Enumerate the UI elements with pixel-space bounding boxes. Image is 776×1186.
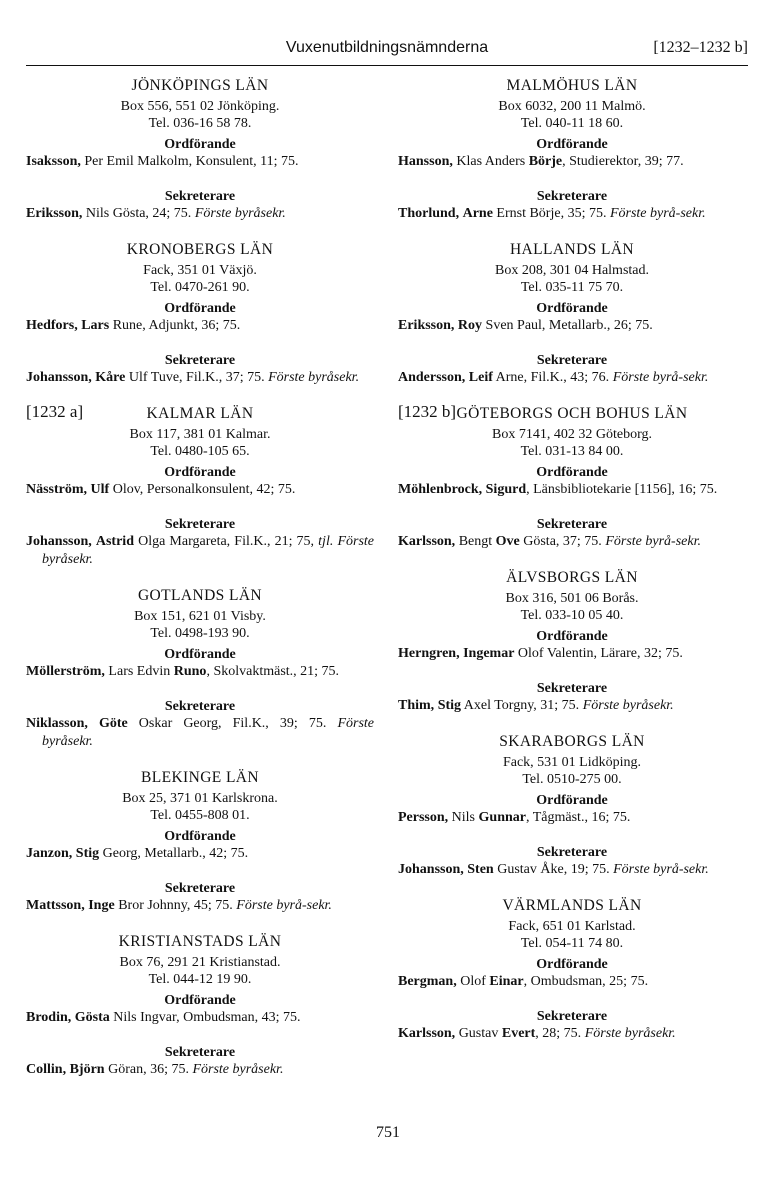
surname: Thim, [398,698,435,713]
secretary-entry [398,697,746,715]
called-name: Evert [501,1026,536,1041]
county-section [26,76,374,223]
county-section [26,932,374,1079]
chair-label: Ordförande [536,465,608,480]
county-section [398,76,746,223]
called-name: Gösta [74,1010,110,1025]
county-name: SKARABORGS LÄN [499,733,645,750]
address-line: Tel. 035-11 75 70. [520,280,624,295]
name-part: , Skolvaktmäst., 21; 75. [206,664,340,679]
section-range: [1232–1232 b] [653,39,748,56]
county-section [26,404,374,569]
address-line: Tel. 044-12 19 90. [148,972,252,987]
chair-entry [398,645,746,663]
name-part: Nils [448,810,479,825]
secretary-entry [26,897,374,915]
surname: Herngren, [398,646,460,661]
county-section [398,404,746,551]
address-line: Box 25, 371 01 Karlskrona. [122,791,278,806]
address-line: Fack, 531 01 Lidköping. [502,755,642,770]
name-part: Rune, Adjunkt, 36; 75. [109,318,241,333]
called-name: Ulf [90,482,110,497]
chair-entry [26,845,374,863]
chair-label: Ordförande [536,957,608,972]
job-title: Förste byrå-sekr. [609,206,706,221]
surname: Möllerström, [26,664,105,679]
right-column [398,76,746,1060]
called-name: Stig [437,698,462,713]
surname: Andersson, [398,370,466,385]
called-name: Astrid [95,534,134,549]
secretary-entry [398,1025,746,1043]
secretary-label: Sekreterare [536,845,608,860]
address-line: Tel. 054-11 74 80. [520,936,624,951]
job-title: Förste byrå-sekr. [613,862,709,877]
county-heading [398,76,746,96]
spacer [398,991,746,1004]
spacer [398,827,746,840]
section-marker: [1232 b] [398,402,457,421]
county-heading [398,568,746,588]
page-header [26,36,748,66]
called-name: Sten [467,862,494,877]
surname: Johansson, [26,534,92,549]
called-name: Kåre [95,370,126,385]
county-section [398,896,746,1043]
surname: Karlsson, [398,534,456,549]
job-title: tjl. Förste byråsekr. [42,534,374,567]
chair-label: Ordförande [164,829,236,844]
county-name: HALLANDS LÄN [509,241,635,258]
called-name: Einar [489,974,524,989]
secretary-entry [26,1061,374,1079]
secretary-label: Sekreterare [164,517,236,532]
county-section [26,586,374,751]
name-part: Bror Johnny, 45; 75. [114,898,237,913]
address-line: Box 316, 501 06 Borås. [505,591,639,606]
name-part: Per Emil Malkolm, Konsulent, 11; 75. [80,154,299,169]
name-part: , 28; 75. [535,1026,585,1041]
chair-entry [26,1009,374,1027]
name-part: Klas Anders [452,154,529,169]
county-heading [26,76,374,96]
called-name: Runo [173,664,207,679]
chair-label: Ordförande [536,629,608,644]
name-part: Axel Torgny, 31; 75. [461,698,583,713]
spacer [26,1027,374,1040]
secretary-label: Sekreterare [164,1045,236,1060]
secretary-entry [26,715,374,751]
county-heading [398,240,746,260]
job-title: Förste byrå-sekr. [605,534,701,549]
county-name: VÄRMLANDS LÄN [502,897,642,914]
county-section [26,240,374,387]
name-part [88,716,99,731]
county-heading [26,586,374,606]
chair-entry [398,317,746,335]
county-name: KRISTIANSTADS LÄN [118,933,282,950]
called-name: Roy [457,318,483,333]
chair-label: Ordförande [536,793,608,808]
name-part: Gösta, 37; 75. [519,534,606,549]
name-part: Sven Paul, Metallarb., 26; 75. [482,318,653,333]
spacer [26,335,374,348]
called-name: Ingemar [463,646,515,661]
secretary-label: Sekreterare [164,353,236,368]
name-part: , Tågmäst., 16; 75. [525,810,631,825]
name-part: Nils Ingvar, Ombudsman, 43; 75. [109,1010,301,1025]
section-marker: [1232 a] [26,402,84,421]
address-line: Box 117, 381 01 Kalmar. [129,427,271,442]
name-part: , Ombudsman, 25; 75. [523,974,649,989]
surname: Hansson, [398,154,453,169]
address-line: Tel. 033-10 05 40. [520,608,624,623]
surname: Johansson, [26,370,92,385]
county-section [398,732,746,879]
chair-entry [398,973,746,991]
surname: Bergman, [398,974,457,989]
name-part: Nils Gösta, 24; 75. [82,206,195,221]
name-part: Ulf Tuve, Fil.K., 37; 75. [125,370,269,385]
name-part: Oskar Georg, Fil.K., 39; 75. [127,716,338,731]
spacer [26,171,374,184]
address-line: Tel. 0498-193 90. [150,626,250,641]
address-line: Tel. 040-11 18 60. [520,116,624,131]
secretary-entry [398,369,746,387]
surname: Janzon, [26,846,73,861]
job-title: Förste byråsekr. [192,1062,284,1077]
surname: Mattsson, [26,898,85,913]
surname: Persson, [398,810,449,825]
address-line: Tel. 0480-105 65. [150,444,250,459]
address-line: Box 556, 551 02 Jönköping. [120,99,280,114]
chair-label: Ordförande [164,137,236,152]
surname: Collin, [26,1062,67,1077]
chair-label: Ordförande [536,301,608,316]
job-title: Förste byrå-sekr. [236,898,332,913]
page-title: Vuxenutbildningsnämnderna [285,39,489,56]
surname: Hedfors, [26,318,78,333]
name-part: Gustav [455,1026,502,1041]
chair-label: Ordförande [536,137,608,152]
secretary-label: Sekreterare [536,517,608,532]
called-name: Lars [81,318,110,333]
secretary-label: Sekreterare [164,189,236,204]
secretary-label: Sekreterare [536,189,608,204]
name-part: Gustav Åke, 19; 75. [493,862,614,877]
surname: Möhlenbrock, [398,482,483,497]
county-name: JÖNKÖPINGS LÄN [131,77,269,94]
called-name: Arne [462,206,493,221]
chair-entry [26,663,374,681]
surname: Niklasson, [26,716,88,731]
job-title: Förste byråsekr. [42,716,375,749]
chair-entry [398,153,746,171]
secretary-label: Sekreterare [536,1009,608,1024]
job-title: Förste byråsekr. [584,1026,676,1041]
name-part: Olga Margareta, Fil.K., 21; 75, [134,534,319,549]
name-part: Bengt [455,534,496,549]
job-title: Förste byråsekr. [268,370,360,385]
address-line: Box 208, 301 04 Halmstad. [495,263,649,278]
called-name: Göte [98,716,128,731]
name-part: Göran, 36; 75. [104,1062,193,1077]
called-name: Stig [75,846,100,861]
county-name: BLEKINGE LÄN [140,769,259,786]
header-rule [26,65,748,66]
name-part: , Studierektor, 39; 77. [562,154,684,169]
surname: Johansson, [398,862,464,877]
secretary-label: Sekreterare [164,699,236,714]
spacer [26,681,374,694]
address-line: Fack, 351 01 Växjö. [143,263,257,278]
called-name: Ove [495,534,520,549]
county-name: KALMAR LÄN [146,405,254,422]
address-line: Box 76, 291 21 Kristianstad. [119,955,281,970]
address-line: Tel. 031-13 84 00. [520,444,624,459]
address-line: Tel. 0455-808 01. [150,808,250,823]
secretary-entry [398,533,746,551]
spacer [398,663,746,676]
job-title: Förste byrå-sekr. [612,370,709,385]
address-line: Fack, 651 01 Karlstad. [508,919,636,934]
county-heading [26,932,374,952]
chair-entry [26,153,374,171]
chair-entry [26,481,374,499]
address-line: Box 6032, 200 11 Malmö. [498,99,646,114]
chair-entry [398,809,746,827]
county-section [398,240,746,387]
surname: Eriksson, [398,318,455,333]
county-name: ÄLVSBORGS LÄN [506,569,638,586]
address-line: Tel. 0470-261 90. [150,280,250,295]
county-name: GOTLANDS LÄN [137,587,263,604]
left-column [26,76,374,1096]
county-heading [398,896,746,916]
chair-label: Ordförande [164,465,236,480]
chair-label: Ordförande [164,647,236,662]
spacer [26,499,374,512]
called-name: Inge [88,898,115,913]
name-part: Olov, Personalkonsulent, 42; 75. [109,482,296,497]
chair-label: Ordförande [164,993,236,1008]
called-name: Björn [69,1062,105,1077]
county-name: KRONOBERGS LÄN [126,241,274,258]
surname: Karlsson, [398,1026,456,1041]
surname: Brodin, [26,1010,72,1025]
name-part: Arne, Fil.K., 43; 76. [492,370,613,385]
county-heading [26,240,374,260]
chair-entry [26,317,374,335]
surname: Eriksson, [26,206,83,221]
address-line: Tel. 0510-275 00. [522,772,622,787]
county-name: GÖTEBORGS OCH BOHUS LÄN [456,405,688,422]
name-part: Olof [456,974,490,989]
surname: Isaksson, [26,154,81,169]
name-part: , Länsbibliotekarie [1156], 16; 75. [526,482,718,497]
spacer [398,171,746,184]
spacer [398,335,746,348]
secretary-label: Sekreterare [536,681,608,696]
county-name: MALMÖHUS LÄN [506,77,638,94]
secretary-entry [26,369,374,387]
spacer [398,499,746,512]
name-part: Ernst Börje, 35; 75. [492,206,610,221]
surname: Näsström, [26,482,88,497]
called-name: Sigurd [485,482,527,497]
address-line: Box 151, 621 01 Visby. [134,609,266,624]
county-heading [26,404,374,424]
county-section [398,568,746,715]
secretary-entry [26,533,374,569]
surname: Thorlund, [398,206,460,221]
secretary-entry [26,205,374,223]
job-title: Förste byråsekr. [582,698,674,713]
called-name: Börje [528,154,563,169]
secretary-label: Sekreterare [536,353,608,368]
job-title: Förste byråsekr. [194,206,286,221]
called-name: Gunnar [478,810,526,825]
chair-entry [398,481,746,499]
county-heading [398,732,746,752]
address-line: Tel. 036-16 58 78. [148,116,252,131]
county-section [26,768,374,915]
county-heading [398,404,746,424]
called-name: Leif [468,370,493,385]
chair-label: Ordförande [164,301,236,316]
name-part: Olof Valentin, Lärare, 32; 75. [514,646,683,661]
name-part: Lars Edvin [104,664,174,679]
secretary-entry [398,205,746,223]
page-number: 751 [376,1124,400,1141]
spacer [26,863,374,876]
name-part: Georg, Metallarb., 42; 75. [99,846,249,861]
address-line: Box 7141, 402 32 Göteborg. [492,427,652,442]
secretary-label: Sekreterare [164,881,236,896]
county-heading [26,768,374,788]
secretary-entry [398,861,746,879]
